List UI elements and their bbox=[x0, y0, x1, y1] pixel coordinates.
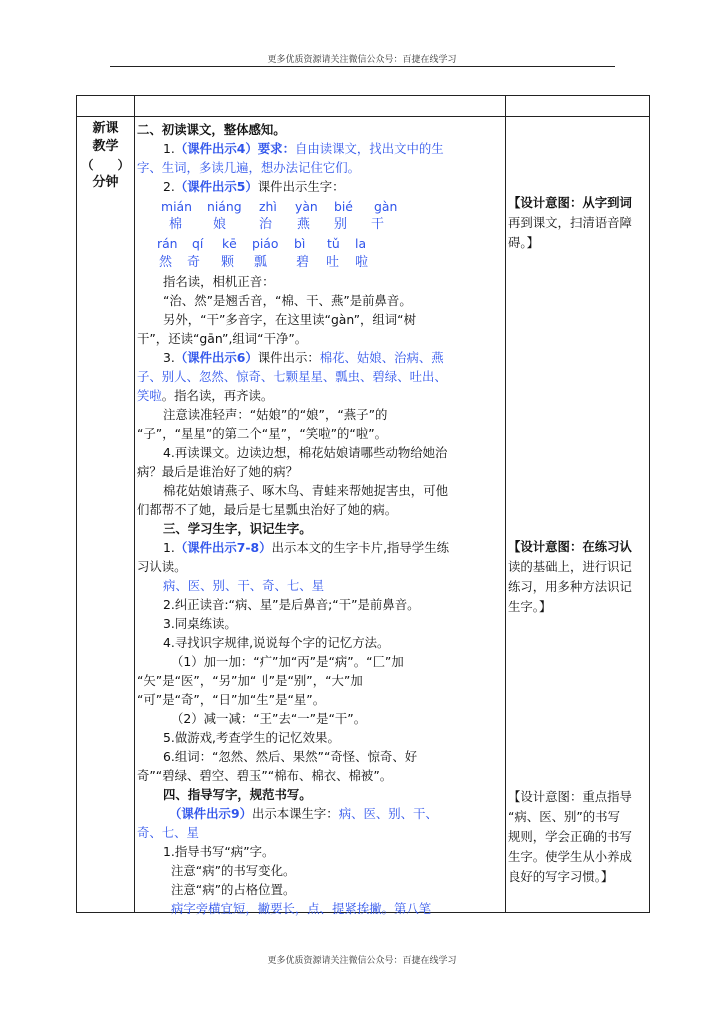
content-line: “治、然”是翘舌音，“棉、干、燕”是前鼻音。 bbox=[163, 293, 412, 308]
content-line: 注意读准轻声：“姑娘”的“娘”，“燕子”的 bbox=[163, 407, 388, 422]
content-line: 2.纠正读音:“病、星”是后鼻音;“干”是前鼻音。 bbox=[163, 597, 420, 612]
content-line: 4.再读课文。边读边想，棉花姑娘请哪些动物给她治 bbox=[163, 445, 448, 460]
content-line: 干”，还读“gān”,组词“干净”。 bbox=[137, 331, 308, 346]
content-line: 3.同桌练读。 bbox=[163, 616, 237, 631]
content-line: 2.（课件出示5）课件出示生字： bbox=[163, 179, 345, 194]
content-line: 习认读。 bbox=[137, 559, 187, 574]
content-line: 4.寻找识字规律,说说每个字的记忆方法。 bbox=[163, 635, 390, 650]
content-line: 指名读，相机正音： bbox=[163, 274, 275, 289]
content-line: 3.（课件出示6）课件出示：棉花、姑娘、治病、燕 bbox=[163, 350, 444, 365]
heading-2: 二、初读课文，整体感知。 bbox=[137, 122, 286, 137]
content-line: 1.（课件出示7-8）出示本文的生字卡片,指导学生练 bbox=[163, 540, 449, 555]
page-footer: 更多优质资源请关注微信公众号：百捷在线学习 bbox=[267, 956, 457, 966]
content-line: 奇、七、星 bbox=[137, 825, 199, 840]
content-line: 棉花姑娘请燕子、啄木鸟、青蛙来帮她捉害虫，可他 bbox=[163, 483, 448, 498]
content-line: 笑啦。指名读，再齐读。 bbox=[137, 388, 274, 403]
content-line: “可”是“奇”，“日”加“生”是“星”。 bbox=[137, 692, 326, 707]
content-line: 病字旁横宜短，撇要长，点、提紧挨撇。第八笔 bbox=[171, 901, 432, 916]
content-line: （1）加一加：“疒”加“丙”是“病”。“匚”加 bbox=[171, 654, 404, 669]
content-line: 5.做游戏,考查学生的记忆效果。 bbox=[163, 730, 340, 745]
content-line: 们都帮不了她，最后是七星瓢虫治好了她的病。 bbox=[137, 502, 398, 517]
content-line: 字、生词，多读几遍，想办法记住它们。 bbox=[137, 160, 361, 175]
content-line: “矢”是“医”，“另”加“刂”是“别”，“大”加 bbox=[137, 673, 363, 688]
content-line: 1.指导书写“病”字。 bbox=[163, 844, 275, 859]
content-line: 病、医、别、干、奇、七、星 bbox=[163, 578, 325, 593]
label-line-1: 新课 bbox=[92, 121, 119, 136]
content-line: 奇”“碧绿、碧空、碧玉”“棉布、棉衣、棉被”。 bbox=[137, 768, 393, 783]
lesson-table: 新课 教学 （ ） 分钟 二、初读课文，整体感知。 1.（课件出示4）要求：自由读课文，找出文中的生 字、生词，多读几遍，想办法记住它们。 2.（课件出示5）课件出示生字： mián niáng zhì yàn bié gàn 棉 娘 治 燕 别 干 rán qí kē piáo bì tǔ la 然 奇 颗 瓢 碧 吐 啦 指名读，相机正音： “治、然”是翘舌音，“棉、干、燕”是前鼻音。 另外，“干”多音字，在这里读“gàn”，组词“树 干”，还读“gān”,组词“干净”。 3.（课件出示6）课件出示：棉花、姑娘、治病、燕 子、别人、忽然、惊奇、七颗星星、瓢虫、碧绿、吐出、 笑啦。指名读，再齐读。 注意读准轻声：“姑娘”的“娘”，“燕子”的 “子”，“星星”的第二个“星”，“笑啦”的“啦”。 4.再读课文。边读边想，棉花姑娘请哪些动物给她治 病？最后是谁治好了她的病？ 棉花姑娘请燕子、啄木鸟、青蛙来帮她捉害虫，可他 们都帮不了她，最后是七星瓢虫治好了她的病。 三、学习生字，识记生字。 1.（课件出示7-8）出示本文的生字卡片,指导学生练 习认读。 病、医、别、干、奇、七、星 2.纠正读音:“病、星”是后鼻音;“干”是前鼻音。 3.同桌练读。 4.寻找识字规律,说说每个字的记忆方法。 （1）加一加：“疒”加“丙”是“病”。“匚”加 “矢”是“医”，“另”加“刂”是“别”，“大”加 “可”是“奇”，“日”加“生”是“星”。 （2）减一减：“王”去“一”是“干”。 5.做游戏,考查学生的记忆效果。 6.组词：“忽然、然后、果然”“奇怪、惊奇、好 奇”“碧绿、碧空、碧玉”“棉布、棉衣、棉被”。 四、指导写字，规范书写。 （课件出示9）出示本课生字：病、医、别、干、 奇、七、星 1.指导书写“病”字。 注意“病”的书写变化。 注意“病”的占格位置。 病字旁横宜短，撇要长，点、提紧挨撇。第八笔 【设计意图：从字到词 再到课文，扫清语音障 碍。】 【设计意图：在练习认 读的基础上，进行识记 练习，用多种方法识记 生字。】 【设计意图：重点指导 “病、医、别”的书写 规则，学会正确的书写 生字。使学生从小养成 良好的写字习惯。】 bbox=[76, 95, 650, 913]
content-line: “子”，“星星”的第二个“星”，“笑啦”的“啦”。 bbox=[137, 426, 388, 441]
label-line-2: 教学 bbox=[92, 139, 119, 154]
header-rule bbox=[110, 66, 615, 67]
content-line: 注意“病”的占格位置。 bbox=[171, 882, 296, 897]
heading-4: 四、指导写字，规范书写。 bbox=[163, 787, 312, 802]
content-line: 6.组词：“忽然、然后、果然”“奇怪、惊奇、好 bbox=[163, 749, 418, 764]
heading-3: 三、学习生字，识记生字。 bbox=[163, 521, 312, 536]
content-line: 另外，“干”多音字，在这里读“gàn”，组词“树 bbox=[163, 312, 416, 327]
page-header: 更多优质资源请关注微信公众号：百捷在线学习 bbox=[267, 55, 457, 65]
label-line-4: 分钟 bbox=[92, 175, 119, 190]
content-line: 注意“病”的书写变化。 bbox=[171, 863, 296, 878]
content-line: （2）减一减：“王”去“一”是“干”。 bbox=[171, 711, 367, 726]
content-line: （课件出示9）出示本课生字：病、医、别、干、 bbox=[169, 806, 438, 821]
row-divider bbox=[77, 116, 649, 117]
content-line: 子、别人、忽然、惊奇、七颗星星、瓢虫、碧绿、吐出、 bbox=[137, 369, 447, 384]
column-divider-1 bbox=[134, 96, 135, 912]
column-divider-2 bbox=[505, 96, 506, 912]
label-line-3: （ ） bbox=[81, 158, 130, 172]
content-line: 1.（课件出示4）要求：自由读课文，找出文中的生 bbox=[163, 141, 444, 156]
content-line: 病？最后是谁治好了她的病？ bbox=[137, 464, 299, 479]
